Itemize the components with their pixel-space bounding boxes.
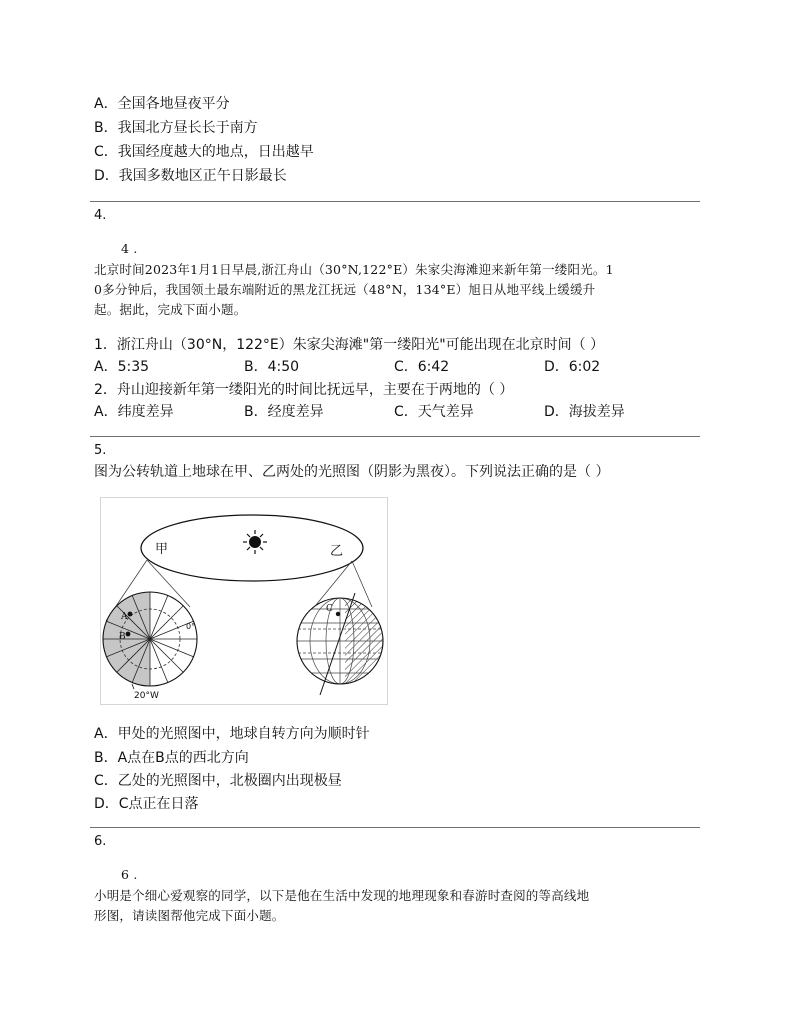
- question-6-number: 6.: [94, 834, 107, 849]
- q4-1-option-b: B．4:50: [244, 359, 300, 375]
- orbit-diagram: [100, 497, 388, 705]
- divider: [90, 827, 700, 828]
- q4-2-option-c: C．天气差异: [394, 404, 474, 420]
- sun-icon: [243, 530, 267, 554]
- question-6-stem-line1: 小明是个细心爱观察的同学，以下是他在生活中发现的地理现象和春游时查阅的等高线地: [94, 888, 590, 903]
- question-5-number: 5.: [94, 443, 107, 458]
- q3-option-d: D．我国多数地区正午日影最长: [94, 168, 287, 184]
- label-c: C: [326, 604, 333, 614]
- q4-2-option-b: B．经度差异: [244, 404, 324, 420]
- orbit-illumination-figure: [100, 497, 388, 705]
- q5-option-a: A．甲处的光照图中，地球自转方向为顺时针: [94, 726, 370, 742]
- q4-1-option-a: A．5:35: [94, 359, 150, 375]
- question-5-stem: 图为公转轨道上地球在甲、乙两处的光照图（阴影为黑夜）。下列说法正确的是（ ）: [94, 464, 610, 480]
- q4-1-option-c: C．6:42: [394, 359, 450, 375]
- question-4-sub-number: 4 .: [121, 241, 138, 256]
- divider: [90, 201, 700, 202]
- label-0-degree: 0°: [186, 622, 196, 631]
- question-4-2: 2．舟山迎接新年第一缕阳光的时间比抚远早，主要在于两地的（ ）: [94, 382, 514, 398]
- question-6-stem-line2: 形图，请读图帮他完成下面小题。: [94, 908, 285, 923]
- question-4-stem-line2: 0多分钟后，我国领土最东端附近的黑龙江抚远（48°N，134°E）旭日从地平线上缓缓升: [94, 282, 596, 297]
- q4-1-option-d: D．6:02: [544, 359, 601, 375]
- q3-option-b: B．我国北方昼长长于南方: [94, 120, 258, 136]
- q3-option-a: A．全国各地昼夜平分: [94, 96, 230, 112]
- label-a: A: [121, 612, 128, 622]
- label-jia: 甲: [155, 542, 169, 557]
- q5-option-c: C．乙处的光照图中，北极圈内出现极昼: [94, 773, 342, 789]
- label-yi: 乙: [330, 544, 344, 559]
- question-4-stem-line1: 北京时间2023年1月1日早晨,浙江舟山（30°N,122°E）朱家尖海滩迎来新年第一缕阳光。1: [94, 262, 614, 277]
- label-b: B: [119, 632, 126, 642]
- question-4-1: 1．浙江舟山（30°N，122°E）朱家尖海滩"第一缕阳光"可能出现在北京时间（ ）: [94, 337, 605, 353]
- globe-jia: [100, 587, 197, 701]
- divider: [90, 436, 700, 437]
- q3-option-c: C．我国经度越大的地点，日出越早: [94, 144, 314, 160]
- question-4-stem-line3: 起。据此，完成下面小题。: [94, 302, 247, 317]
- q5-option-b: B．A点在B点的西北方向: [94, 750, 249, 766]
- q5-option-d: D．C点正在日落: [94, 796, 199, 812]
- q4-2-option-a: A．纬度差异: [94, 404, 174, 420]
- label-20w: 20°W: [134, 691, 159, 701]
- question-6-sub-number: 6 .: [121, 867, 138, 882]
- question-4-number: 4.: [94, 208, 107, 223]
- q4-2-option-d: D．海拔差异: [544, 404, 625, 420]
- globe-yi: [297, 592, 388, 695]
